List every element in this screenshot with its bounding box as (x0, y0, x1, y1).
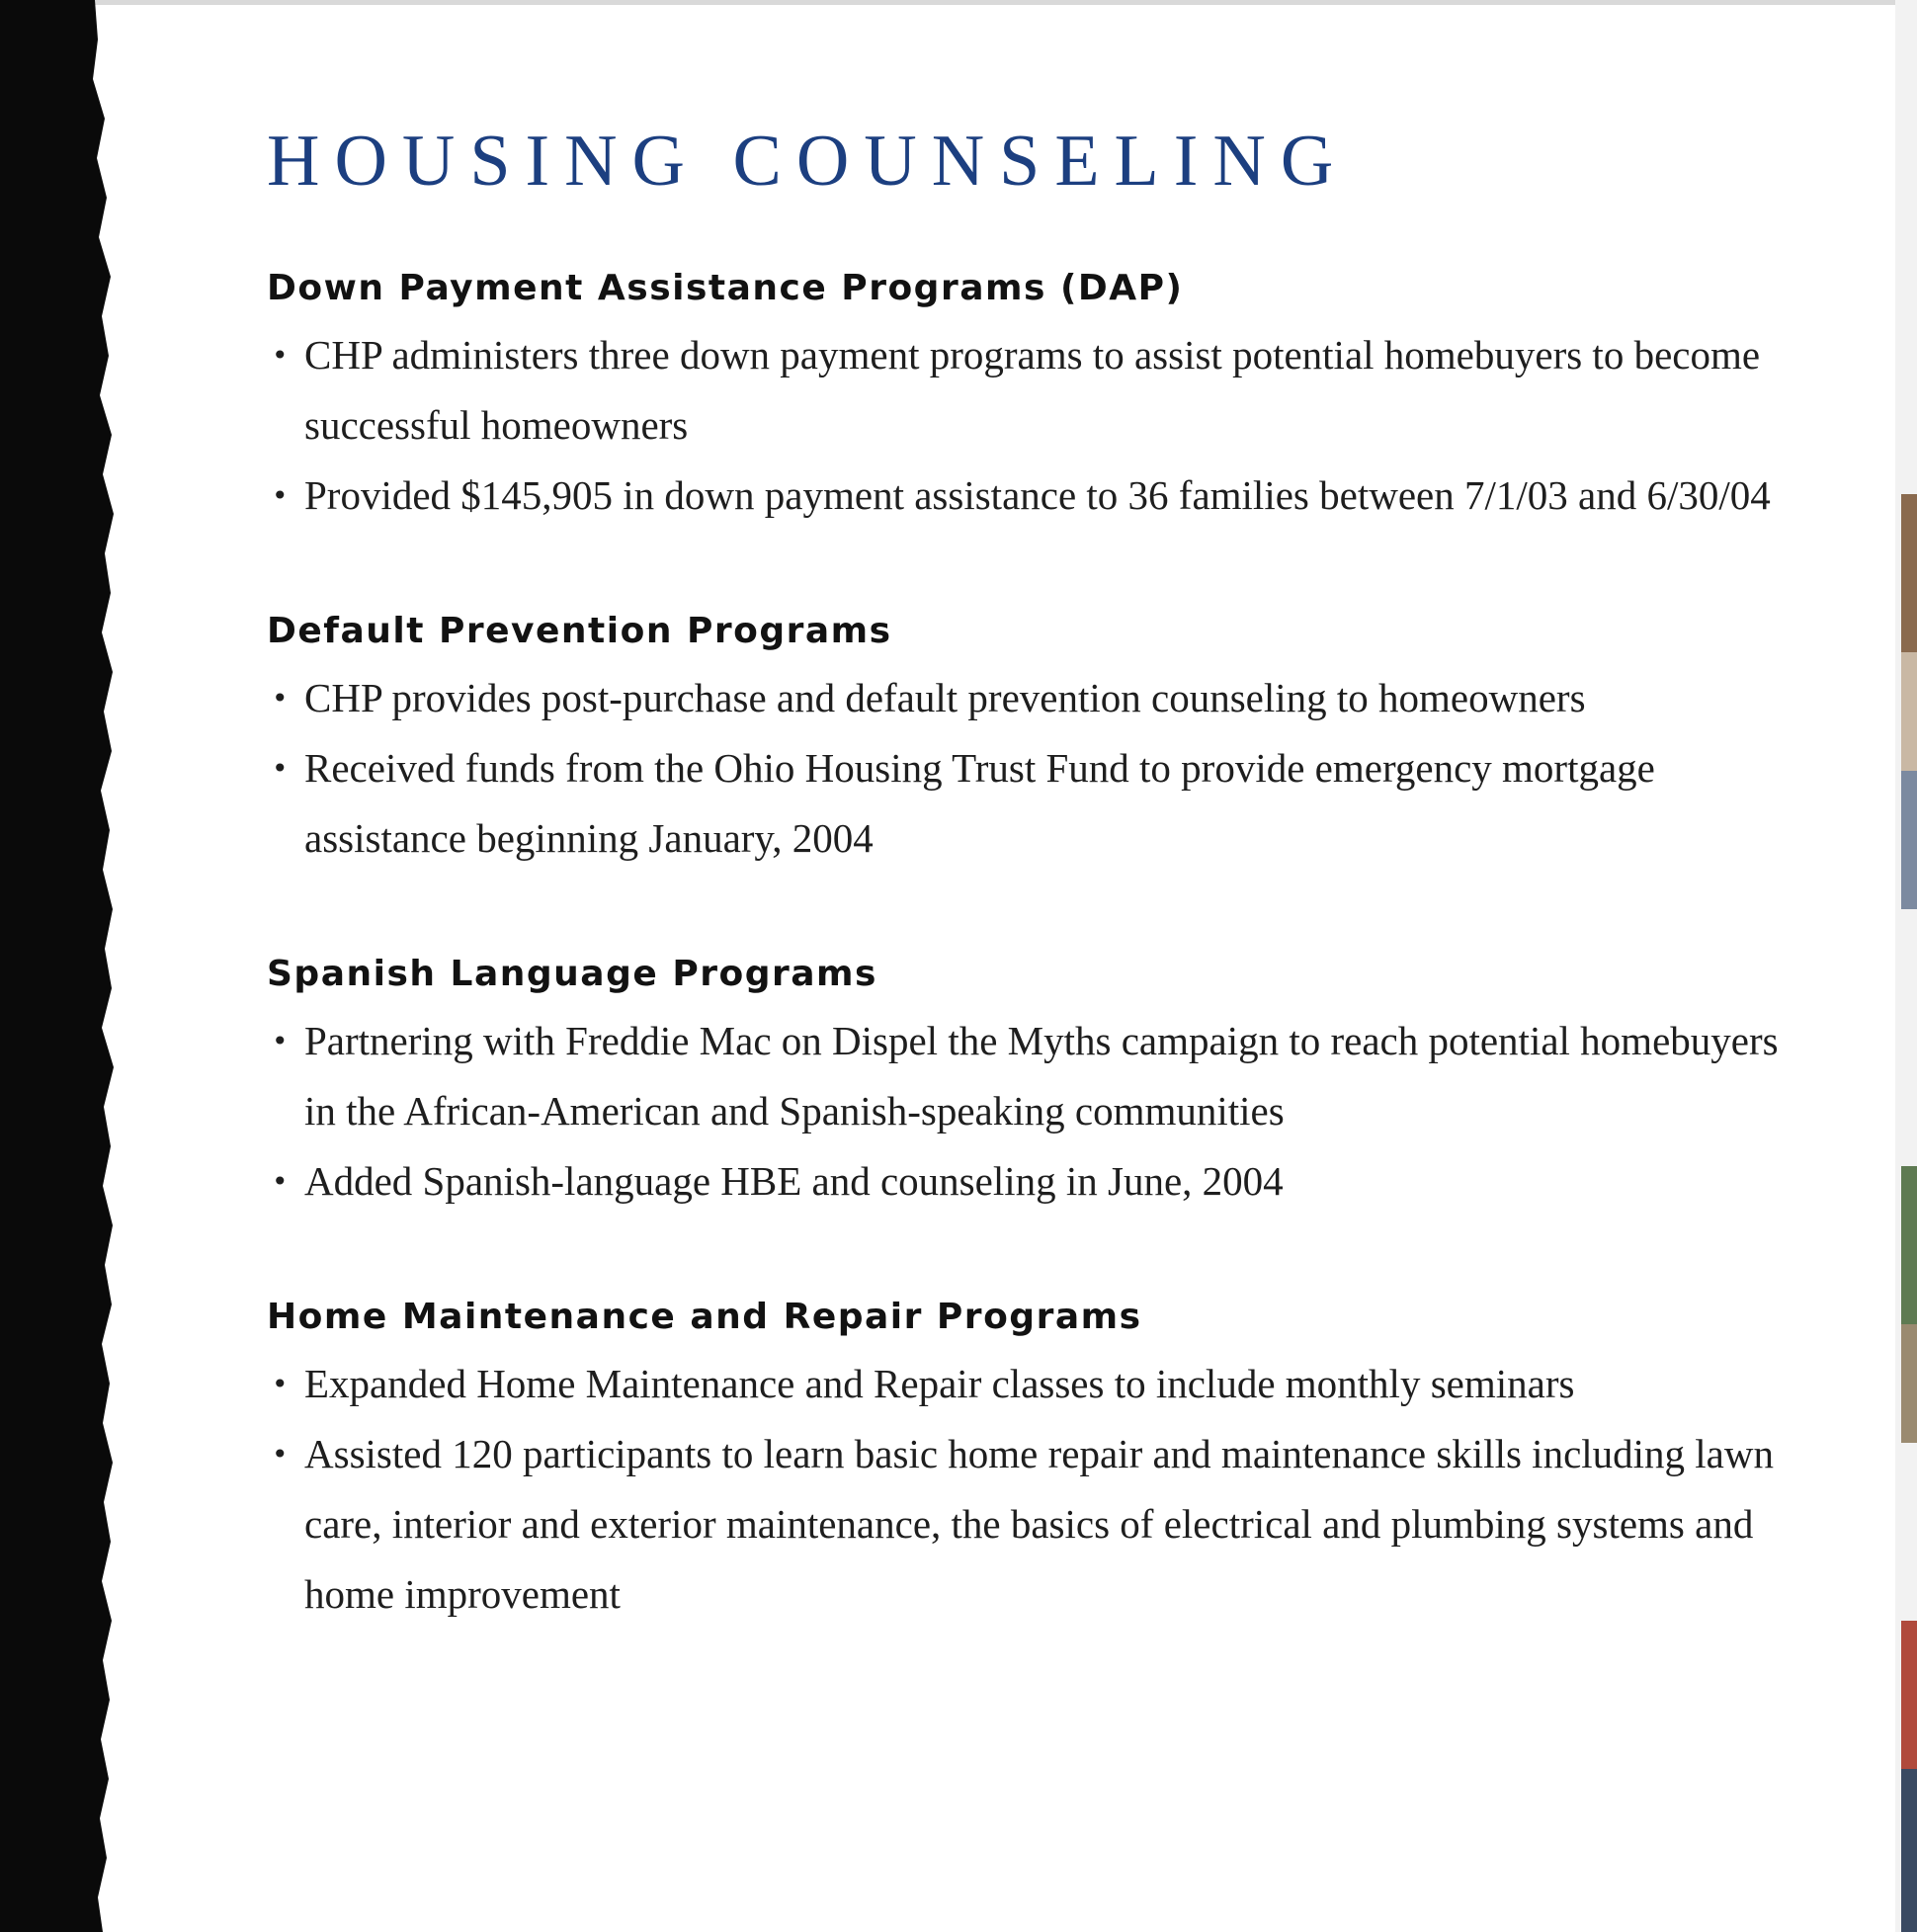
bullet-item (267, 733, 1789, 874)
section (267, 263, 1789, 531)
bullet-text: Partnering with Freddie Mac on Dispel the Myths campaign to reach potential homebuyers in the African-American and Spanish-speaking communities (304, 1018, 1779, 1134)
bullet-text: CHP provides post-purchase and default prevention counseling to homeowners (304, 675, 1586, 720)
bullet-text: Assisted 120 participants to learn basic home repair and maintenance skills including lawn care, interior and exterior maintenance, the basics of electrical and plumbing systems and home improvement (304, 1431, 1774, 1617)
bullet-item (267, 320, 1789, 461)
bullet-dot-icon: • (272, 339, 289, 372)
bullet-item (267, 1006, 1789, 1146)
bullet-text: Received funds from the Ohio Housing Trust Fund to provide emergency mortgage assistance beginning January, 2004 (304, 745, 1655, 861)
torn-page-edge (0, 0, 128, 1932)
bullet-text: Provided $145,905 in down payment assistance to 36 families between 7/1/03 and 6/30/04 (304, 472, 1771, 518)
page-top-edge (0, 0, 1917, 5)
sections-container (267, 263, 1789, 1630)
bullet-dot-icon: • (272, 682, 289, 714)
bullet-dot-icon: • (272, 752, 289, 785)
bullet-dot-icon: • (272, 1165, 289, 1198)
bullet-dot-icon: • (272, 1368, 289, 1400)
bullet-text: CHP administers three down payment programs to assist potential homebuyers to become successful homeowners (304, 332, 1761, 448)
bullet-list (267, 320, 1789, 531)
bullet-item (267, 1349, 1789, 1419)
section (267, 1292, 1789, 1630)
main-content (267, 117, 1789, 1705)
section (267, 606, 1789, 874)
page-title: HOUSING COUNSELING (267, 121, 1349, 202)
section (267, 949, 1789, 1217)
section-heading: Down Payment Assistance Programs (DAP) (267, 268, 1184, 308)
bullet-dot-icon: • (272, 479, 289, 512)
bullet-item (267, 663, 1789, 733)
section-heading: Default Prevention Programs (267, 611, 892, 651)
bullet-list (267, 663, 1789, 874)
bullet-item (267, 1419, 1789, 1630)
bullet-item (267, 1146, 1789, 1217)
section-heading: Home Maintenance and Repair Programs (267, 1297, 1142, 1337)
section-heading: Spanish Language Programs (267, 954, 877, 994)
bullet-text: Added Spanish-language HBE and counseling in June, 2004 (304, 1158, 1284, 1204)
bullet-item (267, 461, 1789, 531)
bullet-dot-icon: • (272, 1438, 289, 1470)
bullet-text: Expanded Home Maintenance and Repair classes to include monthly seminars (304, 1361, 1575, 1406)
bullet-dot-icon: • (272, 1025, 289, 1057)
bullet-list (267, 1006, 1789, 1217)
bullet-list (267, 1349, 1789, 1630)
adjacent-page-photo-strip (1895, 0, 1917, 1932)
